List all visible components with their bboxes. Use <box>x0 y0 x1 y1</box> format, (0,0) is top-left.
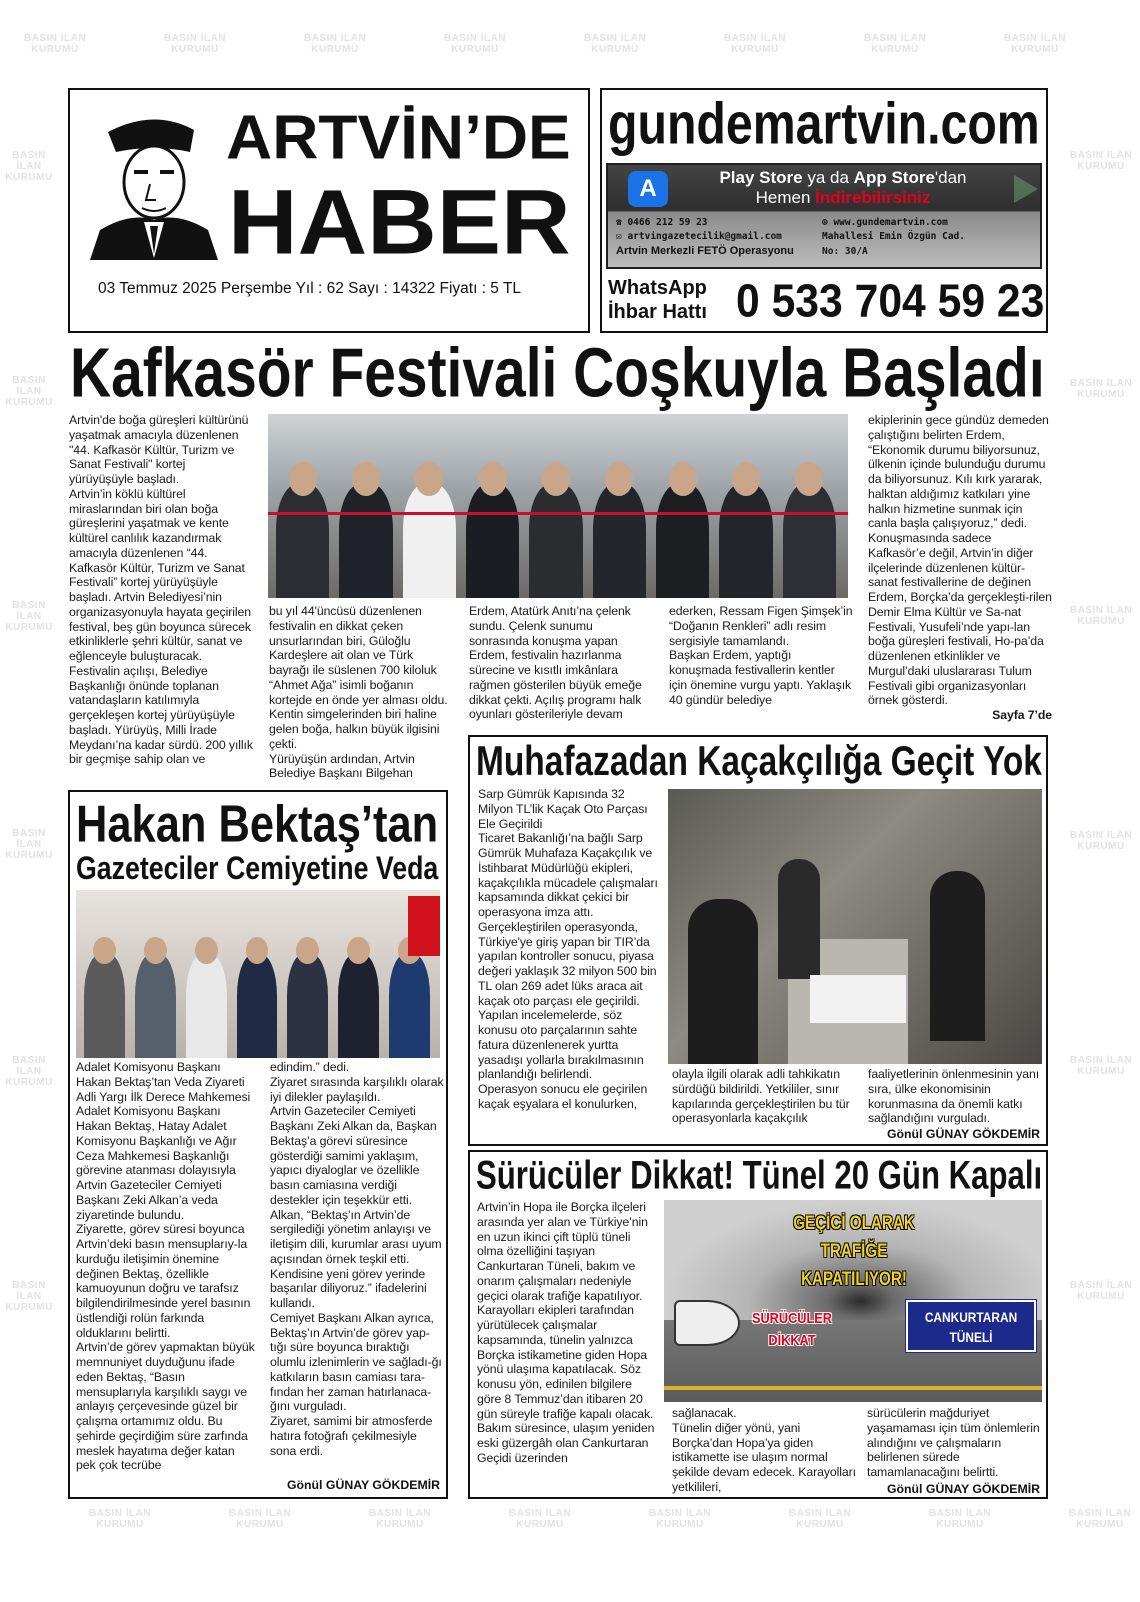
paragraph: Tünelin diğer yönü, yani Borçka’dan Hopa’ya giden istikamette ise ulaşım normal şekilde devam edecek. Karayolları yetkilileri, <box>672 1420 856 1494</box>
paragraph: Cemiyet Başkanı Alkan ayrıca, Bektaş’ın Artvin’de görev yap-tığı süre boyunca bıraktığı olumlu izlenimlerin ve sağladı-ğı katkıların basın camiası tara-fından her zaman hatırlanaca-ğını vurguladı. <box>270 1310 442 1414</box>
paragraph: Yürüyüşün ardından, Artvin Belediye Başkanı Bilgehan <box>269 751 415 781</box>
tunnel-col-1 <box>477 1200 659 1496</box>
paragraph: Sarp Gümrük Kapısında 32 Milyon TL’lik Kaçak Oto Parçası Ele Geçirildi <box>478 787 648 831</box>
paragraph: edindim.” dedi. <box>270 1060 350 1074</box>
watermark: BASIN İLAN KURUMU <box>928 1508 992 1530</box>
lead-col-5-text <box>868 413 1052 708</box>
watermark: BASIN İLAN KURUMU <box>1003 33 1067 55</box>
lead-headline-wrap <box>70 333 1045 412</box>
photo-caption-warning <box>750 1308 835 1352</box>
person-head <box>352 462 380 496</box>
paragraph: olayla ilgili olarak adli tahkikatın sürdüğü bildirildi. Yetkililer, sınır kapılarında gerçekleştirilen bu tür operasyonlarla kaçakçılık <box>672 1067 850 1126</box>
person-figure <box>466 484 519 598</box>
lead-col-2 <box>269 604 453 782</box>
watermark: BASIN İLAN KURUMU <box>368 1508 432 1530</box>
ataturk-portrait <box>90 108 218 260</box>
paragraph: Ziyarette, görev süresi boyunca Artvin’deki basın mensuplarıy-la kurduğu iletişimin önemine değinen Bektaş, özellikle kamuoyunun doğru ve tarafsız bilgilendirilmesinde yerel basının üstlendiği rolün farkında olduklarını belirtti. <box>76 1222 251 1340</box>
person-head <box>289 462 317 496</box>
person-head <box>605 462 633 496</box>
megaphone-icon <box>674 1300 740 1346</box>
person-figure <box>529 484 582 598</box>
red-ribbon <box>268 512 848 515</box>
paragraph: bu yıl 44'üncüsü düzenlenen festivalin en dikkat çeken unsurlarından biri, Güloğlu Kardeşlere ait olan ve Türk bayrağı ile süslenen 700 kiloluk “Ahmet Ağa” isimli boğanın kortejde en önde yer alması oldu. Kentin simgelerinden biri haline gelen boğa, halkın büyük ilgisini çekti. <box>269 604 448 751</box>
officer <box>778 859 820 979</box>
person-head <box>144 937 167 964</box>
watermark: BASIN İLAN KURUMU <box>1069 830 1133 852</box>
dateline: 03 Temmuz 2025 Perşembe Yıl : 62 Sayı : 14322 Fiyatı : 5 TL <box>98 280 522 297</box>
person-head <box>542 462 570 496</box>
watermark: BASIN İLAN KURUMU <box>1069 1280 1133 1302</box>
paragraph: Gerçekleştirilen operasyonda, Türkiye'ye giriş yapan bir TIR’da yapılan kontroller sonucu, piyasa değeri yaklaşık 32 milyon 500 bin TL olan 269 adet lüks araca ait kaçak oto parçası ele geçirildi. <box>478 919 657 1008</box>
banner-line2 <box>678 188 1008 208</box>
person-figure <box>237 954 278 1058</box>
watermark: BASIN İLAN KURUMU <box>1069 605 1133 627</box>
farewell-photo <box>76 890 440 1058</box>
watermark: BASIN İLAN KURUMU <box>648 1508 712 1530</box>
banner-text: Hemen <box>755 188 816 207</box>
email: artvingazetecilik@gmail.com <box>627 231 782 242</box>
paragraph: Ticaret Bakanlığı’na bağlı Sarp Gümrük Muhafaza Kaçakçılık ve İstihbarat Müdürlüğü ekipleri, kaçakçılıkla mücadele çalışmaları kapsamında dikkat çekici bir operasyona imza attı. <box>478 831 658 919</box>
watermark: BASIN İLAN KURUMU <box>88 1508 152 1530</box>
person-head <box>195 937 218 964</box>
address-line-1: Mahallesi Emin Özgün Cad. <box>822 231 965 242</box>
lead-col-5 <box>868 413 1052 731</box>
watermark: BASIN İLAN KURUMU <box>863 33 927 55</box>
person-head <box>479 462 507 496</box>
tunnel-article <box>468 1150 1048 1499</box>
lead-col-3 <box>469 604 653 724</box>
banner-download: İndirebilirsiniz <box>815 188 931 207</box>
paragraph: Adalet Komisyonu Başkanı Hakan Bektaş’tan Veda Ziyareti <box>76 1060 245 1089</box>
person-figure <box>84 954 125 1058</box>
phone-number: 0466 212 59 23 <box>627 217 708 228</box>
person-figure <box>593 484 646 598</box>
watermark: BASIN İLAN KURUMU <box>1069 150 1133 172</box>
paragraph: Başkan Erdem, yaptığı konuşmada festivallerin kentler için önemine vurgu yaptı. Yaklaşık 40 gündür belediye <box>669 648 852 707</box>
customs-headline: Muhafazadan Kaçakçılığa Geçit Yok <box>476 738 1042 785</box>
watermark: BASIN İLAN KURUMU <box>5 828 53 861</box>
person-figure <box>389 954 430 1058</box>
photo-text: GEÇİCİ OLARAK <box>793 1213 915 1234</box>
paragraph: Artvin'de boğa güreşleri kültürünü yaşatmak amacıyla düzenlenen "44. Kafkasör Kültür, Turizm ve Sanat Festivali" kortej yürüyüşüyle başladı. <box>69 413 249 486</box>
person-figure <box>276 484 329 598</box>
paragraph: ekiplerinin gece gündüz demeden çalıştığını belirten Erdem, “Ekonomik durumu biliyorsunuz, ülkenin içinde bulunduğu durumu da biliyorsunuz. Kılı kırk yararak, halktan aldığımız katkıları yine halkın hizmetine sunmak için canla başla çalışıyoruz,” dedi. <box>868 413 1049 531</box>
masthead-title-bottom-wrap <box>228 170 571 274</box>
customs-article <box>468 735 1048 1146</box>
continued-link[interactable]: Sayfa 7’de <box>992 708 1052 722</box>
officer <box>930 871 985 1041</box>
watermark: BASIN İLAN KURUMU <box>788 1508 852 1530</box>
whatsapp-label-1: WhatsApp <box>608 277 707 299</box>
photo-text: DİKKAT <box>768 1332 816 1349</box>
paragraph: Erdem, Atatürk Anıtı’na çelenk sundu. Çelenk sunumu sonrasında konuşma yapan Erdem, festivalin hazırlanma sürecine ve kısıtlı imkânlara rağmen gösterilen büyük emeğe dikkat çekti. Açılış programı halk oyunları gösterileriyle devam <box>469 604 642 722</box>
sign-text: TÜNELİ <box>949 1329 993 1345</box>
customs-byline: Gönül GÜNAY GÖKDEMİR <box>886 1127 1040 1141</box>
masthead-title-top: ARTVİN’DE <box>226 102 571 172</box>
masthead-title-bottom: HABER <box>228 170 571 274</box>
person-head <box>93 937 116 964</box>
google-play-icon <box>1014 175 1038 203</box>
watermark: BASIN İLAN KURUMU <box>303 33 367 55</box>
person-figure <box>338 954 379 1058</box>
banner-text: 'dan <box>934 168 967 187</box>
photo-text: TRAFİĞE KAPATILIYOR! <box>801 1241 907 1290</box>
customs-photo <box>668 789 1042 1064</box>
app-store-icon: A <box>628 171 668 207</box>
banner-app-store: App Store <box>853 168 935 187</box>
paragraph: sağlanacak. <box>672 1406 737 1420</box>
whatsapp-label <box>608 276 707 324</box>
watermark: BASIN İLAN KURUMU <box>723 33 787 55</box>
paragraph: Festivalin açılışı, Belediye Başkanlığı önünde toplanan vatandaşların katılımıyla gerçekleşen kortej yürüyüşüyle başladı. Yürüyüş, Milli İrade Meydanı’na kadar sürdü. 200 yıllık bir geçmişe sahip olan ve <box>69 663 253 767</box>
lead-col-4 <box>669 604 853 724</box>
whatsapp-label-2: İhbar Hattı <box>608 301 707 323</box>
watermark: BASIN İLAN KURUMU <box>508 1508 572 1530</box>
person-figure <box>403 484 456 598</box>
person-head <box>732 462 760 496</box>
farewell-headline: Hakan Bektaş’tan <box>76 794 439 853</box>
watermark: BASIN İLAN KURUMU <box>1069 1055 1133 1077</box>
masthead <box>68 88 590 333</box>
watermark: BASIN İLAN KURUMU <box>5 1055 53 1088</box>
farewell-byline: Gönül GÜNAY GÖKDEMİR <box>286 1478 440 1492</box>
watermark: BASIN İLAN KURUMU <box>5 600 53 633</box>
officer <box>688 899 758 1064</box>
farewell-headline-wrap <box>76 794 439 853</box>
lead-headline: Kafkasör Festivali Coşkuyla Başladı <box>70 333 1045 412</box>
farewell-subheadline-wrap <box>76 853 438 885</box>
banner-line1 <box>678 168 1008 188</box>
masthead-title-top-wrap <box>226 102 571 172</box>
farewell-col-2 <box>270 1060 446 1474</box>
watermark: BASIN İLAN KURUMU <box>1068 1508 1132 1530</box>
tunnel-byline: Gönül GÜNAY GÖKDEMİR <box>886 1482 1040 1496</box>
app-banner[interactable] <box>606 163 1042 269</box>
paragraph: Karayolları ekipleri tarafından yürütülecek çalışmalar kapsamında, tünelin yalnızca Borçka istikametine giden Hopa yönü ulaşıma kapatılacak. Söz konusu yön, edinilen bilgilere göre 8 Temmuz’dan itibaren 20 gün süreyle trafiğe kapalı olacak. Bakım süresince, ulaşım yeniden eski güzergâh olan Cankurtaran Geçidi üzerinden <box>477 1303 655 1465</box>
address-line-2: No: 30/A <box>822 246 868 257</box>
watermark: BASIN İLAN KURUMU <box>163 33 227 55</box>
person-figure <box>656 484 709 598</box>
road-line <box>664 1386 1042 1390</box>
customs-col-1 <box>478 787 658 1143</box>
tunnel-sign <box>906 1300 1036 1352</box>
paragraph: Operasyon sonucu ele geçirilen kaçak eşyalara el konulurken, <box>478 1082 648 1111</box>
farewell-col-1 <box>76 1060 256 1492</box>
customs-col-3 <box>868 1067 1044 1126</box>
watermark: BASIN İLAN KURUMU <box>5 375 53 408</box>
paragraph: Alkan, “Bektaş’ın Artvin’de sergilediği yönetim anlayışı ve iletişim dili, kurumlar arası uyum açısından örnek teşkil etti. Kendisine yeni görev yerinde başarılar diliyoruz.” ifadelerini kullandı. <box>270 1207 442 1310</box>
watermark: BASIN İLAN KURUMU <box>228 1508 292 1530</box>
watermark: BASIN İLAN KURUMU <box>583 33 647 55</box>
paragraph: faaliyetlerinin önlenmesinin yanı sıra, ülke ekonomisinin korunmasına da önemli katkı sağlandığını vurguladı. <box>868 1067 1040 1126</box>
watermark: BASIN İLAN KURUMU <box>443 33 507 55</box>
farewell-subheadline: Gazeteciler Cemiyetine Veda <box>76 851 439 887</box>
watermark: BASIN İLAN KURUMU <box>23 33 87 55</box>
watermark: BASIN İLAN KURUMU <box>5 1280 53 1313</box>
site-url[interactable]: gundemartvin.com <box>608 92 1040 157</box>
site-url-wrap <box>608 92 1040 157</box>
tunnel-headline-wrap <box>476 1153 1043 1198</box>
photo-caption-top <box>766 1210 942 1294</box>
tunnel-col-2 <box>672 1406 856 1496</box>
tunnel-photo <box>664 1200 1042 1402</box>
whatsapp-number[interactable]: 0 533 704 59 23 <box>736 275 1045 327</box>
customs-headline-wrap <box>476 738 1042 785</box>
tunnel-col-3 <box>867 1406 1045 1480</box>
paragraph: Adli Yargı İlk Derece Mahkemesi Adalet Komisyonu Başkanı Hakan Bektaş, Hatay Adalet Komisyonu Başkanlığı ve Ağır Ceza Mahkemesi Başkanlığı görevine atanması dolayısıyla Artvin Gazeteciler Cemiyeti Başkanı Zeki Alkan’a veda ziyaretinde bulundu. <box>76 1089 251 1222</box>
news-ticker: Artvin Merkezli FETÖ Operasyonu <box>616 245 794 257</box>
tunnel-headline: Sürücüler Dikkat! Tünel 20 Gün Kapalı <box>476 1153 1043 1198</box>
paragraph: ederken, Ressam Figen Şimşek’in “Doğanın Renkleri” adlı resim sergisiyle tamamlandı. <box>669 604 853 648</box>
person-head <box>669 462 697 496</box>
person-figure <box>186 954 227 1058</box>
person-figure <box>135 954 176 1058</box>
lead-col-1 <box>69 413 253 783</box>
paragraph: Artvin’in Hopa ile Borçka ilçeleri arasında yer alan ve Türkiye’nin en uzun ikinci çift tüplü tüneli olma özelliğini taşıyan Cankurtaran Tüneli, bakım ve onarım çalışmaları nedeniyle geçici olarak trafiğe kapatılıyor. <box>477 1200 648 1303</box>
person-head <box>795 462 823 496</box>
paragraph: Artvin’in köklü kültürel miraslarından biri olan boğa güreşlerini yaşatmak ve kente kültürel canlılık kazandırmak amacıyla düzenlenen “44. Kafkasör Kültür, Turizm ve Sanat Festivali” kortej yürüyüşüyle başladı. Artvin Belediyesi’nin organizasyonuyla hayata geçirilen festival, beş gün boyunca sürecek etkinliklerle şehri kültür, sanat ve eğlenceyle buluşturacak. <box>69 486 251 663</box>
person-figure <box>287 954 328 1058</box>
watermark: BASIN İLAN KURUMU <box>5 150 53 183</box>
banner-text: ya da <box>802 168 854 187</box>
person-figure <box>719 484 772 598</box>
paragraph: Artvin Gazeteciler Cemiyeti Başkanı Zeki Alkan da, Başkan Bektaş’a görevi süresince gösterdiği samimi yaklaşım, yapıcı diyaloglar ve özellikle basın camiasına verdiği destekler için teşekkür etti. <box>270 1104 437 1207</box>
paragraph: Ziyaret, samimi bir atmosferde hatıra fotoğrafı çekilmesiyle sona erdi. <box>270 1414 433 1458</box>
email-line: ✉ artvingazetecilik@gmail.com <box>616 231 782 242</box>
flag <box>408 896 440 956</box>
person-figure <box>783 484 836 598</box>
photo-text: SÜRÜCÜLER <box>751 1310 833 1327</box>
whatsapp-number-wrap <box>736 275 1045 327</box>
sign-board <box>810 975 906 1023</box>
paragraph: sürücülerin mağduriyet yaşamaması için tüm önlemlerin alındığını ve çalışmaların belirlenen sürede tamamlanacağını belirtti. <box>867 1406 1040 1479</box>
banner-play-store: Play Store <box>719 168 803 187</box>
phone-line: ☎ 0466 212 59 23 <box>616 217 708 228</box>
sign-text: CANKURTARAN <box>924 1309 1018 1325</box>
lead-photo-ribbon-cutting <box>268 414 848 598</box>
farewell-article <box>68 790 448 1499</box>
watermark: BASIN İLAN KURUMU <box>1069 378 1133 400</box>
customs-col-2 <box>672 1067 854 1143</box>
paragraph: Yapılan incelemelerde, söz konusu oto parçalarının sahte fatura düzenlenerek yurtta yasadışı yollarla bırakılmasının planlandığı belirlendi. <box>478 1008 644 1082</box>
paragraph: Ziyaret sırasında karşılıklı olarak iyi dilekler paylaşıldı. <box>270 1074 444 1104</box>
paragraph: Artvin’de görev yapmaktan büyük memnuniyet duyduğunu ifade eden Bektaş, “Basın mensuplarıyla karşılıklı saygı ve anlayış çerçevesinde güzel bir çalışma ortamımız oldu. Bu şehirde geçirdiğim süre zarfında meslek hayatıma değer katan pek çok tecrübe <box>76 1340 255 1473</box>
person-figure <box>339 484 392 598</box>
promo-box <box>600 88 1048 333</box>
web-line: ⊕ www.gundemartvin.com <box>822 217 948 228</box>
paragraph: Konuşmasında sadece Kafkasör’e değil, Artvin’in diğer ilçelerinde düzenlenen kültür-sanat festivallerine de değinen Erdem, Borçka’da gerçekleşti-rilen Demir Elma Kültür ve Sa-nat Festivali, Yusufeli’nde yapı-lan boğa güreşleri festivali, Ho-pa’da düzenlenen etkinlikler ve Murgul’daki uluslararası Tulum Festivali gibi organizasyonları örnek gösterdi. <box>868 531 1052 708</box>
person-head <box>415 462 443 496</box>
web-url: www.gundemartvin.com <box>833 217 948 228</box>
